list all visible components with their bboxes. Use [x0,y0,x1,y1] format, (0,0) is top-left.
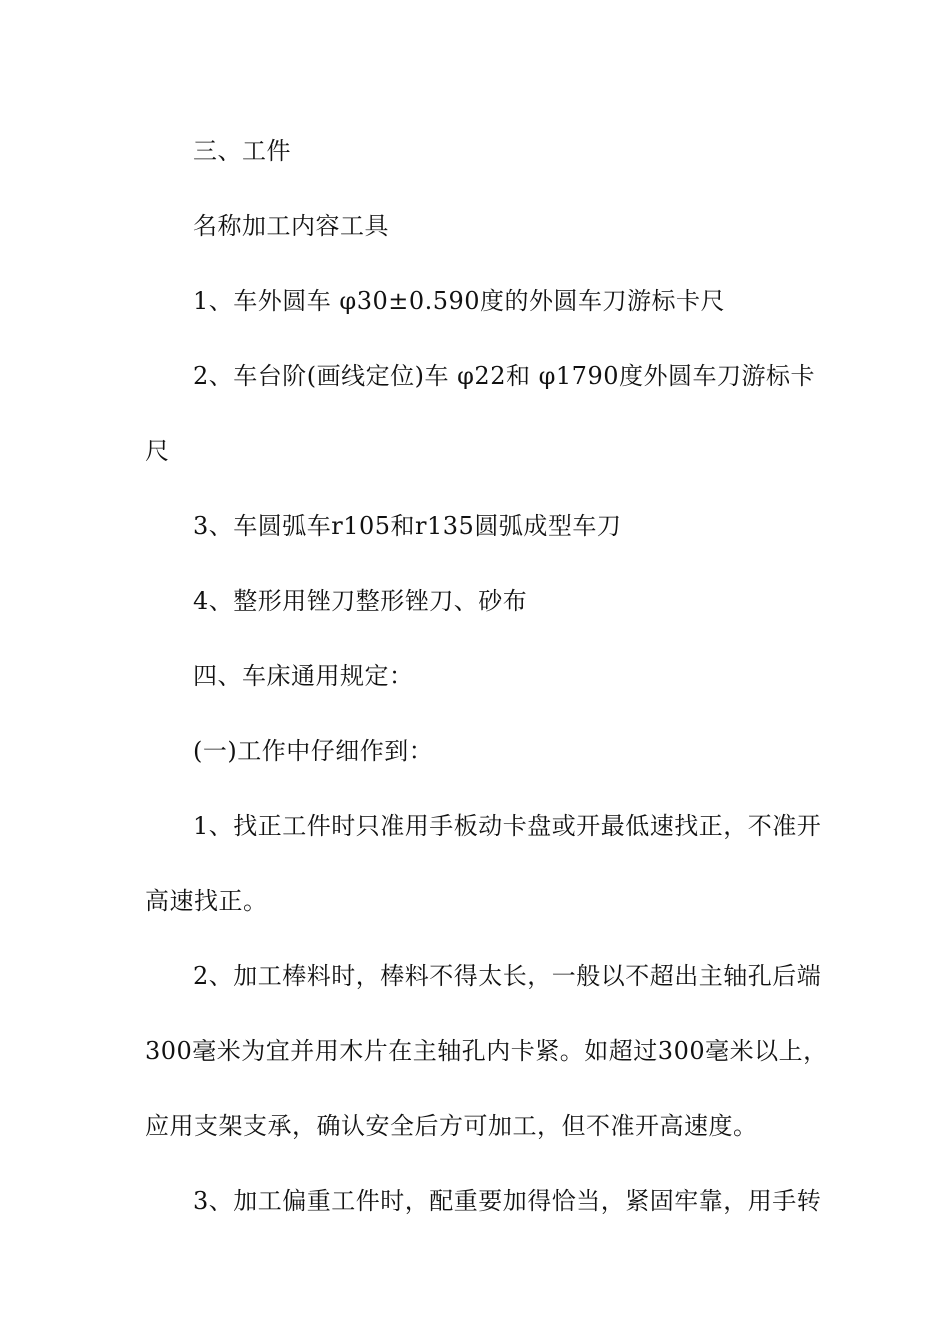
paragraph-line: 4、整形用锉刀整形锉刀、砂布 [193,587,528,615]
paragraph-line: 3、车圆弧车r105和r135圆弧成型车刀 [193,512,622,540]
section-heading-workpiece: 三、工件 [193,137,291,165]
paragraph-line: 1、找正工件时只准用手板动卡盘或开最低速找正，不准开 [193,812,822,840]
paragraph-line: 2、车台阶(画线定位)车 φ22和 φ1790度外圆车刀游标卡 [193,362,815,390]
paragraph-line: 尺 [145,437,170,465]
paragraph-line: 300毫米为宜并用木片在主轴孔内卡紧。如超过300毫米以上， [145,1037,828,1065]
paragraph-line: 2、加工棒料时，棒料不得太长，一般以不超出主轴孔后端 [193,962,822,990]
table-header-line: 名称加工内容工具 [193,212,389,240]
paragraph-line: 3、加工偏重工件时，配重要加得恰当，紧固牢靠，用手转 [193,1187,822,1215]
subsection-heading: (一)工作中仔细作到： [193,737,434,765]
paragraph-line: 1、车外圆车 φ30±0.590度的外圆车刀游标卡尺 [193,287,726,315]
paragraph-line: 高速找正。 [145,887,268,915]
paragraph-line: 应用支架支承，确认安全后方可加工，但不准开高速度。 [145,1112,758,1140]
section-heading-lathe-rules: 四、车床通用规定： [193,662,414,690]
